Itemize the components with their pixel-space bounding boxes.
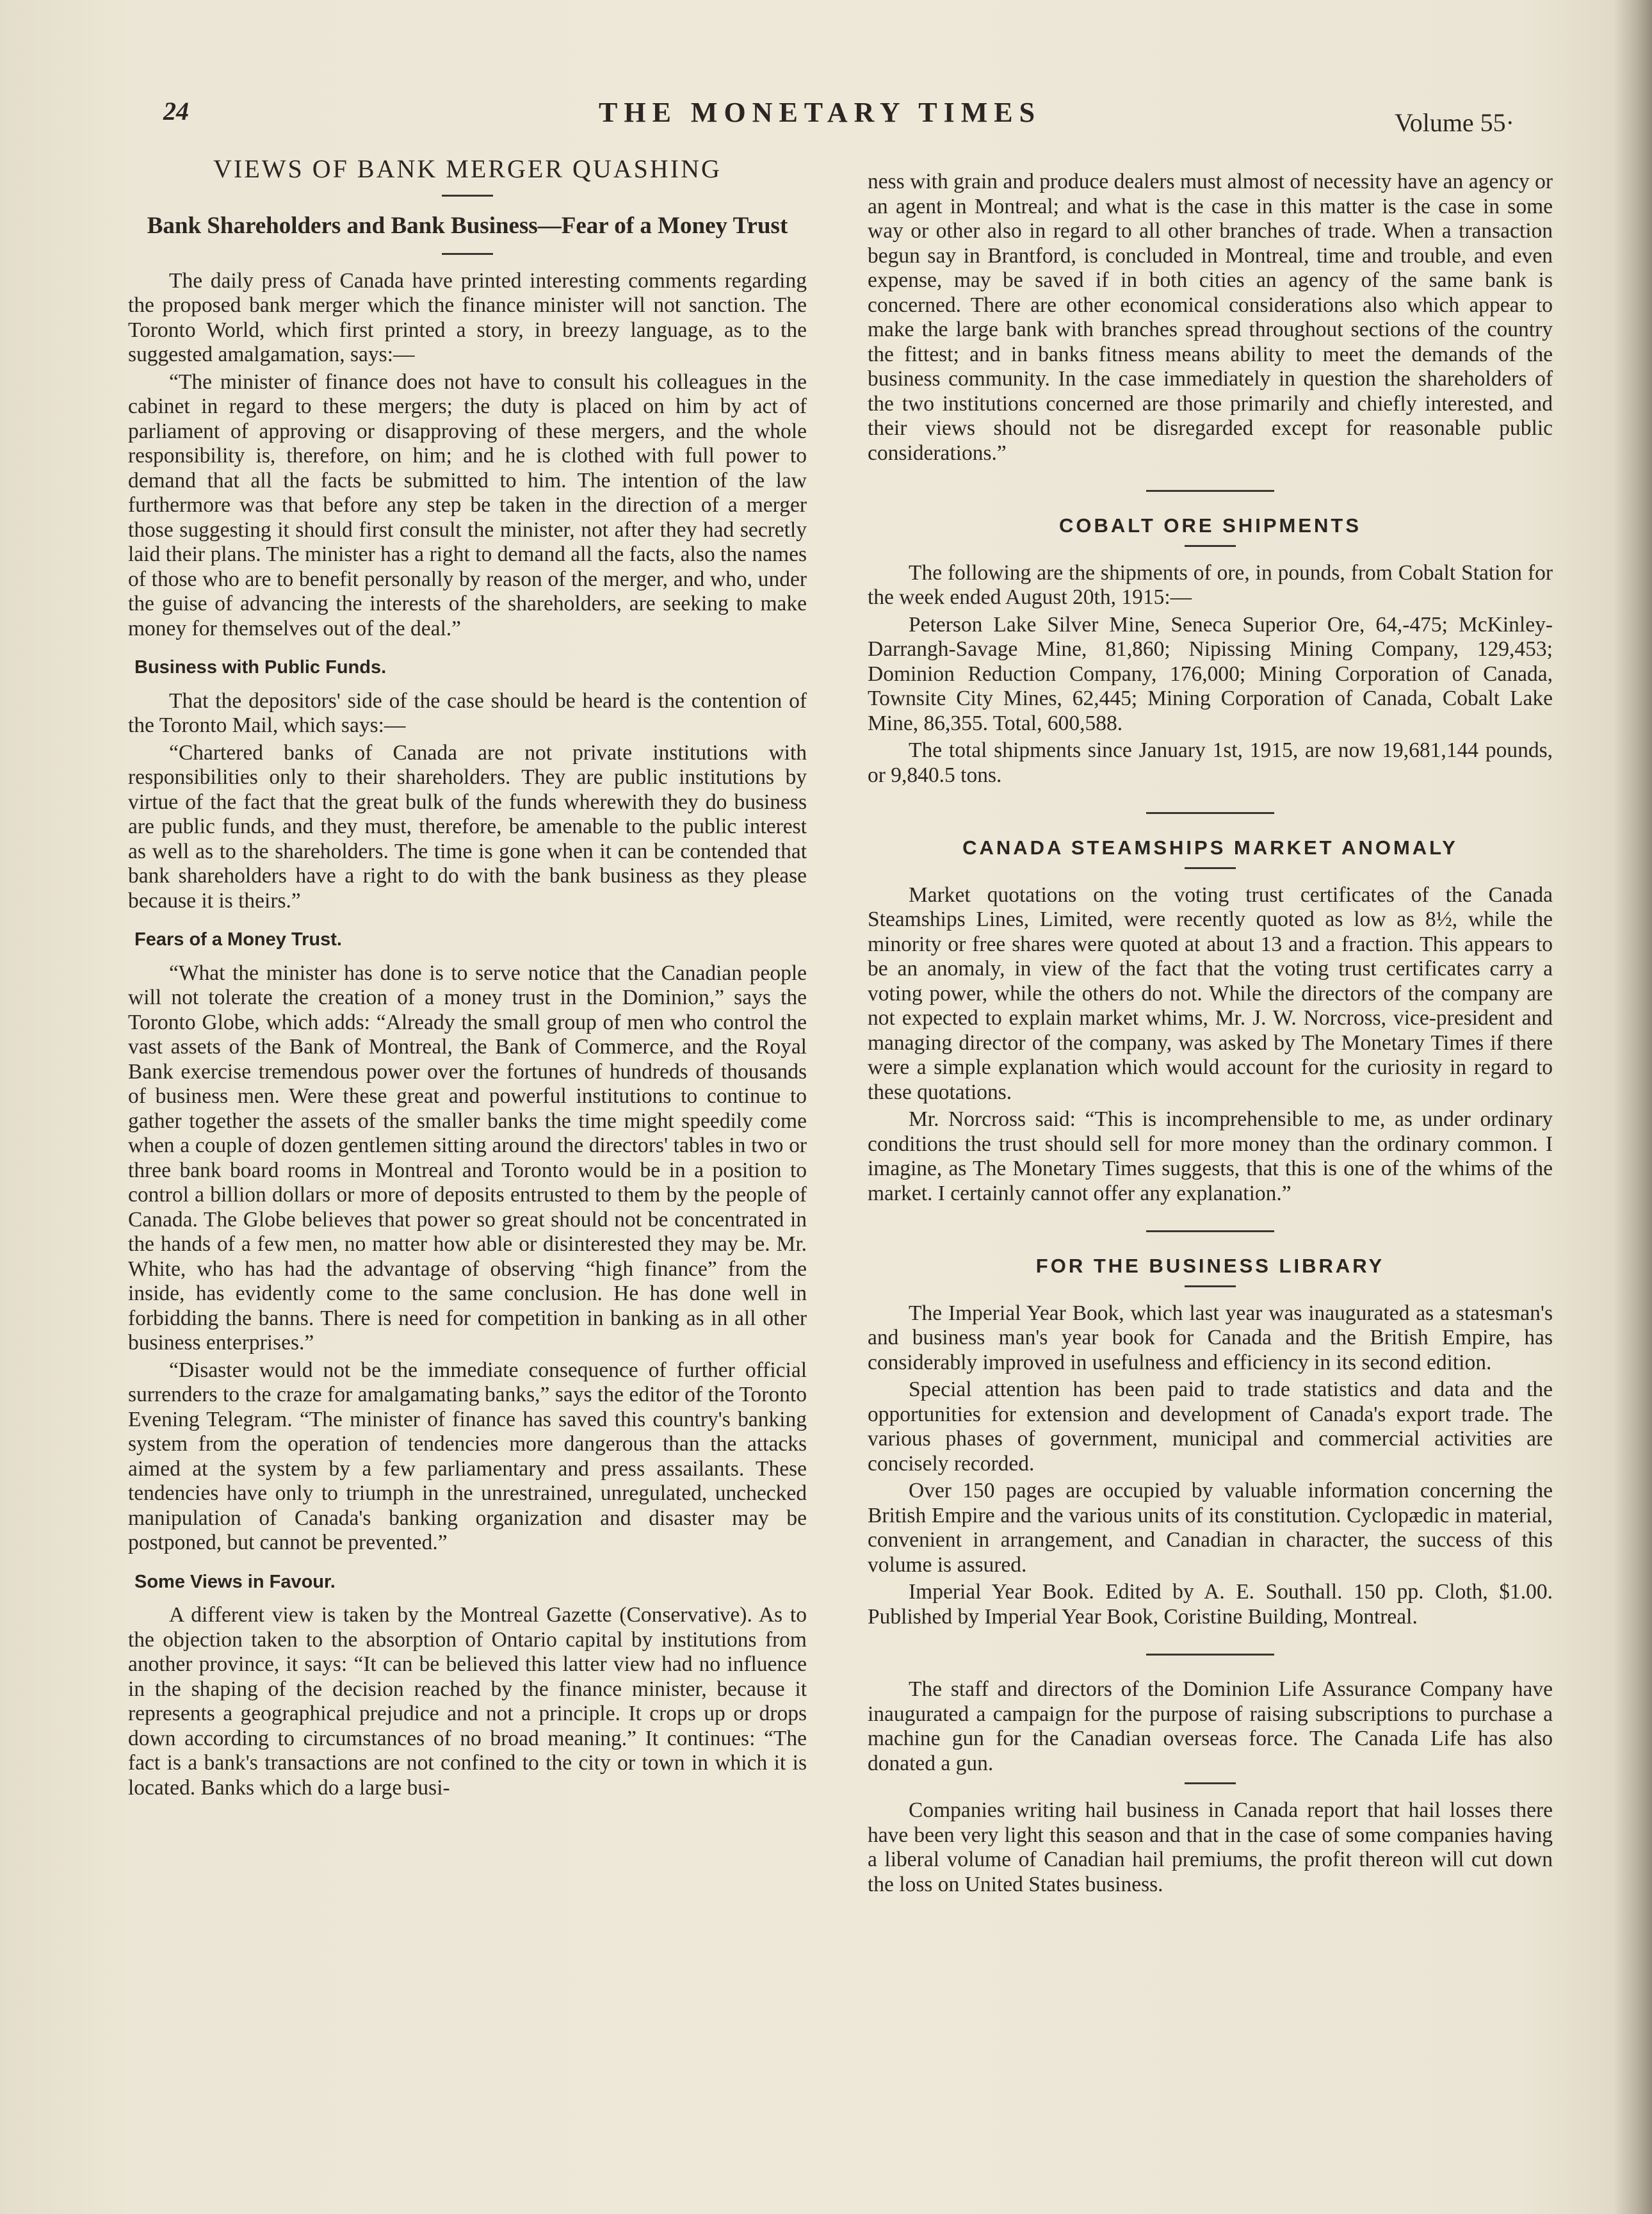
title-divider — [442, 195, 493, 197]
quote-paragraph: “Chartered banks of Canada are not private institutions with responsibilities only to their shareholders. They are public institutions by virtue of the fact that the great bulk of the funds wherewith they do business are public funds, and they must, therefore, be amenable to the public interest as well as to the shareholders. The time is gone when it can be contended that bank shareholders have a right to do with the bank business as they please because it is theirs.” — [128, 740, 807, 913]
heading-dash — [1185, 545, 1236, 547]
paragraph: That the depositors' side of the case should be heard is the contention of the Toronto Mail, which says:— — [128, 688, 807, 737]
paragraph: The Imperial Year Book, which last year was inaugurated as a statesman's and business man's year book for Canada and the British Empire, has considerably improved in usefulness and efficiency in its second edition. — [868, 1301, 1553, 1374]
volume-label: Volume 55· — [1394, 108, 1514, 137]
section-heading-library: FOR THE BUSINESS LIBRARY — [1035, 1255, 1385, 1277]
section-divider — [1146, 1654, 1274, 1656]
paragraph: Special attention has been paid to trade statistics and data and the opportunities for extension and development of Canada's export trade. The various phases of government, municipal and commercial activities are concisely recorded. — [868, 1378, 1553, 1476]
section-divider — [1146, 490, 1274, 492]
subheading: Business with Public Funds. — [134, 657, 387, 678]
paragraph: A different view is taken by the Montreal Gazette (Conservative). As to the objection taken to the absorption of Ontario capital by institutions from another province, it says: “It can be believed this latter view had no influence in the shaping of the decision reached by the finance minister, because it represents a geographical prejudice and not a principle. It crops up or drops down according to circumstances of no broad meaning.” It continues: “The fact is a bank's transactions are not confined to the city or town in which it is located. Banks which do a large busi- — [128, 1603, 807, 1800]
heading-dash — [1185, 1285, 1236, 1287]
subheading: Some Views in Favour. — [134, 1571, 336, 1592]
page-number: 24 — [163, 97, 189, 126]
quote-paragraph: “Disaster would not be the immediate consequence of further official surrenders to the craze for amalgamating banks,” says the editor of the Toronto Evening Telegram. “The minister of finance has saved this country's banking system from the operation of tendencies more dangerous than the attacks aimed at the system by a few parliamentary and press assailants. These tendencies have only to triumph in the unrestrained, unregulated, unchecked manipulation of Canada's banking organization and disaster may be postponed, but cannot be prevented.” — [128, 1358, 807, 1554]
section-heading-cobalt: COBALT ORE SHIPMENTS — [1058, 514, 1362, 537]
paragraph: Over 150 pages are occupied by valuable information concerning the British Empire and the various units of its constitution. Cyclopædic in material, convenient in arrangement, and Canadian in character, the success of this volume is assured. — [868, 1479, 1553, 1577]
paragraph: Mr. Norcross said: “This is incomprehensible to me, as under ordinary conditions the trust should sell for more money than the ordinary common. I imagine, as The Monetary Times suggests, that this is one of the whims of the market. I certainly cannot offer any explanation.” — [868, 1107, 1553, 1205]
item-dash — [1185, 1782, 1236, 1784]
article-title: VIEWS OF BANK MERGER QUASHING — [213, 154, 722, 183]
left-column — [128, 154, 807, 1803]
paragraph: Market quotations on the voting trust certificates of the Canada Steamships Lines, Limited, were recently quoted as low as 8½, while the minority or free shares were quoted at about 13 and a fraction. This appears to be an anomaly, in view of the fact that the voting trust certificates carry a voting power, while the others do not. While the directors of the company are not expected to explain market whims, Mr. J. W. Norcross, vice-president and managing director of the company, was asked by The Monetary Times if there were a simple explanation which would account for the curiosity in regard to these quotations. — [868, 883, 1553, 1104]
subheading: Fears of a Money Trust. — [134, 929, 342, 950]
section-divider — [1146, 812, 1274, 814]
page-header — [163, 96, 1514, 147]
section-heading-steamships: CANADA STEAMSHIPS MARKET ANOMALY — [962, 836, 1458, 859]
paragraph: The daily press of Canada have printed interesting comments regarding the proposed bank merger which the finance minister will not sanction. The Toronto World, which first printed a story, in breezy language, as to the suggested amalgamation, says:— — [128, 268, 807, 366]
masthead: THE MONETARY TIMES — [599, 97, 1042, 128]
quote-paragraph: “What the minister has done is to serve notice that the Canadian people will not tolerate the creation of a money trust in the Dominion,” says the Toronto Globe, which adds: “Already the small group of men who control the vast assets of the Bank of Montreal, the Bank of Commerce, and the Royal Bank exercise tremendous power over the fortunes of hundreds of thousands of business men. Were these great and powerful institutions to continue to gather together the assets of the smaller banks the time might speedily come when a couple of dozen gentlemen sitting around the directors' tables in two or three bank board rooms in Montreal and Toronto would be in a position to control a billion dollars or more of deposits entrusted to them by the people of Canada. The Globe believes that power so great should not be concentrated in the hands of a few men, no matter how able or disinterested they may be. Mr. White, who has had the advantage of observing “high finance” from the inside, has evidently come to the same conclusion. He has done well in forbidding the banns. There is need for competition in banking as in all other business enterprises.” — [128, 961, 807, 1355]
paragraph: Companies writing hail business in Canada report that hail losses there have been very light this season and that in the case of some companies having a liberal volume of Canadian hail premiums, the profit thereon will cut down the loss on United States business. — [868, 1798, 1553, 1896]
page-edge-shadow — [1614, 0, 1652, 2214]
paragraph: The following are the shipments of ore, in pounds, from Cobalt Station for the week ended August 20th, 1915:— — [868, 560, 1553, 609]
quote-paragraph: “The minister of finance does not have to consult his colleagues in the cabinet in regard to these mergers; the duty is placed on him by act of parliament of approving or disapproving of these mergers, and the whole responsibility is, therefore, on him; and he is clothed with full power to demand that all the facts be submitted to him. The intention of the law furthermore was that before any step be taken in the direction of a merger those suggesting it should first consult the minister, not after they had secretly laid their plans. The minister has a right to demand all the facts, also the names of those who are to benefit personally by reason of the merger, and who, under the guise of advancing the interests of the shareholders, are seeking to make money for themselves out of the deal.” — [128, 370, 807, 640]
right-column — [868, 170, 1553, 1900]
heading-dash — [1185, 867, 1236, 869]
paragraph: Imperial Year Book. Edited by A. E. Southall. 150 pp. Cloth, $1.00. Published by Imperial Year Book, Coristine Building, Montreal. — [868, 1580, 1553, 1629]
continued-paragraph: ness with grain and produce dealers must almost of necessity have an agency or an agent in Montreal; and what is the case in this matter is the case in some way or other also in regard to all other branches of trade. When a transaction begun say in Brantford, is concluded in Montreal, time and trouble, and even expense, may be saved if in both cities an agency of the same bank is concerned. There are other economical considerations also which appear to make the large bank with branches spread throughout sections of the country the fittest; and in banks fitness means ability to meet the demands of the business community. In the case immediately in question the shareholders of the two institutions concerned are those primarily and chiefly interested, and their views should not be disregarded except for reasonable public considerations.” — [868, 170, 1553, 465]
section-divider — [1146, 1230, 1274, 1232]
paragraph: The total shipments since January 1st, 1915, are now 19,681,144 pounds, or 9,840.5 tons. — [868, 738, 1553, 787]
paragraph: The staff and directors of the Dominion Life Assurance Company have inaugurated a campaign for the purpose of raising subscriptions to purchase a machine gun for the Canadian overseas force. The Canada Life has also donated a gun. — [868, 1677, 1553, 1775]
article-subtitle: Bank Shareholders and Bank Business—Fear of a Money Trust — [147, 212, 788, 239]
subtitle-divider — [442, 253, 493, 255]
paragraph: Peterson Lake Silver Mine, Seneca Superior Ore, 64,-475; McKinley-Darrangh-Savage Mine, 81,860; Nipissing Mining Company, 129,453; Dominion Reduction Company, 176,000; Mining Corporation of Canada, Townsite City Mines, 62,445; Mining Corporation of Canada, Cobalt Lake Mine, 86,355. Total, 600,588. — [868, 612, 1553, 735]
